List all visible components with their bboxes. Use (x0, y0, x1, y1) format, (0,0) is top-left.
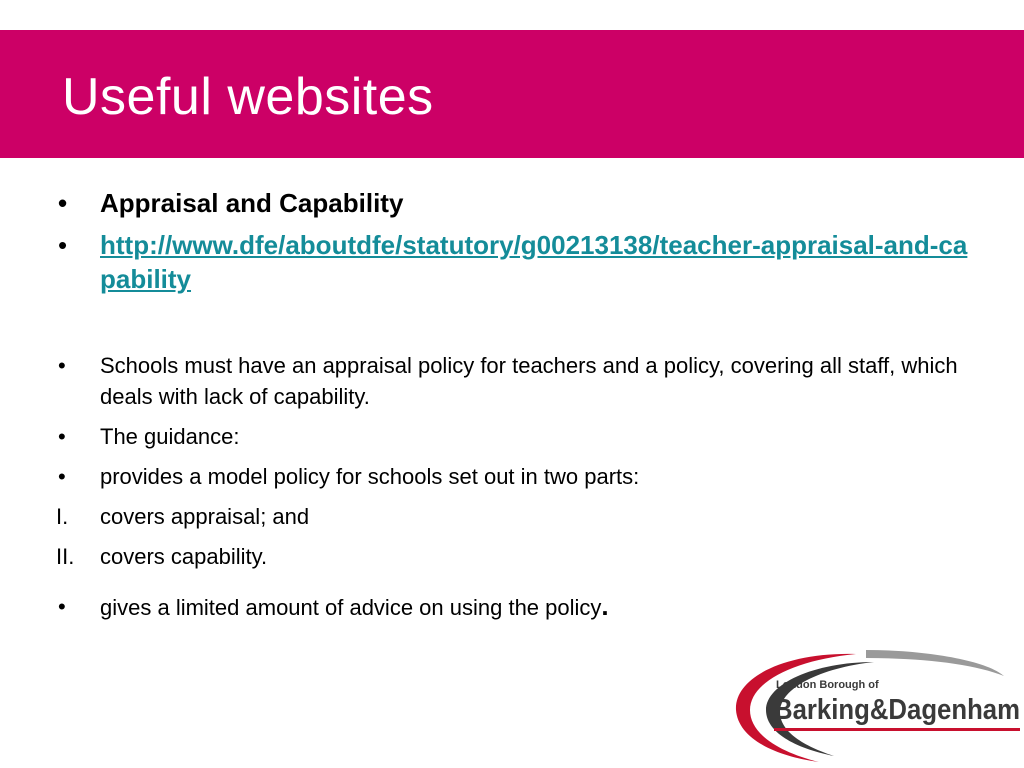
heading-appraisal-capability: Appraisal and Capability (100, 188, 404, 218)
slide-content (56, 186, 976, 632)
list-item (56, 421, 976, 452)
dfe-appraisal-link[interactable]: http://www.dfe/aboutdfe/statutory/g00213138/teacher-appraisal-and-capability (100, 230, 968, 294)
barking-dagenham-logo (724, 648, 1024, 766)
list-item (56, 461, 976, 492)
list-item-suffix: . (601, 591, 609, 621)
list-item (56, 541, 976, 572)
logo-swoosh-grey (866, 650, 1004, 676)
bullet: • (58, 230, 68, 260)
bullet: • (58, 594, 66, 619)
roman-numeral: I. (56, 504, 69, 529)
list-item (56, 186, 976, 220)
list-item-text: covers appraisal; and (100, 504, 310, 529)
logo-underline (774, 728, 1020, 731)
list-item (56, 228, 976, 296)
list-item-text: Schools must have an appraisal policy for teachers and a policy, covering all staff, which deals with lack of capability. (100, 353, 958, 409)
list-item-text: provides a model policy for schools set out in two parts: (100, 464, 640, 489)
list-item-text: gives a limited amount of advice on using the policy (100, 595, 602, 620)
list-item-text: covers capability. (100, 544, 268, 569)
roman-numeral: II. (56, 544, 75, 569)
logo-line-1: London Borough of (776, 679, 879, 691)
logo-line-2: Barking&Dagenham (774, 694, 1020, 726)
bullet: • (58, 188, 68, 218)
spacer (56, 581, 976, 591)
list-item (56, 501, 976, 532)
bullet: • (58, 424, 66, 449)
bullet: • (58, 353, 66, 378)
list-item (56, 350, 976, 412)
list-item (56, 591, 976, 623)
spacer (56, 304, 976, 350)
slide-title: Useful websites (62, 68, 434, 126)
bullet: • (58, 464, 66, 489)
list-item-text: The guidance: (100, 424, 240, 449)
